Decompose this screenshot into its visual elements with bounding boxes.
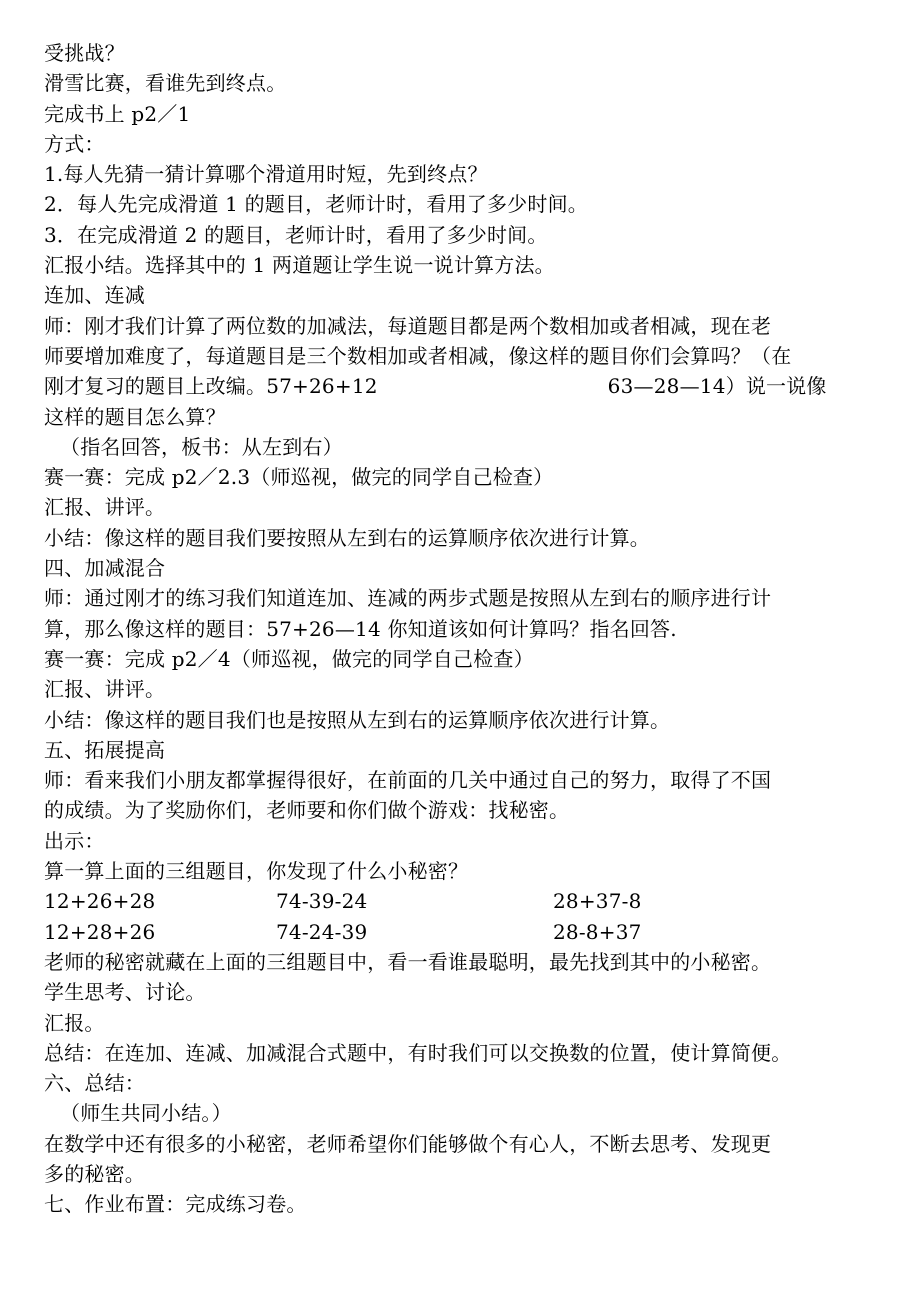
text-line: 赛一赛：完成 p2／2.3（师巡视，做完的同学自己检查） (44, 465, 554, 490)
text-line: 总结：在连加、连减、加减混合式题中，有时我们可以交换数的位置，使计算简便。 (44, 1040, 792, 1065)
text-line: 3．在完成滑道 2 的题目，老师计时，看用了多少时间。 (44, 222, 548, 247)
expression: 12+28+26 (44, 919, 156, 944)
section-heading: 连加、连减 (44, 283, 145, 308)
text-segment: 63—28—14）说一说像 (607, 374, 827, 399)
text-line: （指名回答，板书：从左到右） (60, 434, 343, 459)
expression-row (44, 917, 894, 947)
text-line: 小结：像这样的题目我们也是按照从左到右的运算顺序依次进行计算。 (44, 707, 671, 732)
text-line: 这样的题目怎么算？ (44, 404, 226, 429)
text-line: 算，那么像这样的题目：57+26—14 你知道该如何计算吗？指名回答. (44, 616, 677, 641)
text-line: 方式： (44, 131, 105, 156)
text-line: 多的秘密。 (44, 1161, 145, 1186)
text-line: 汇报、讲评。 (44, 495, 166, 520)
expression: 28+37-8 (553, 889, 642, 914)
text-line: 出示： (44, 828, 105, 853)
text-line: 老师的秘密就藏在上面的三组题目中，看一看谁最聪明，最先找到其中的小秘密。 (44, 949, 772, 974)
section-heading: 四、加减混合 (44, 556, 166, 581)
text-line: 师：看来我们小朋友都掌握得很好，在前面的几关中通过自己的努力，取得了不国 (44, 768, 772, 793)
text-segment: 刚才复习的题目上改编。57+26+12 (44, 374, 378, 399)
text-line: 师：通过刚才的练习我们知道连加、连减的两步式题是按照从左到右的顺序进行计 (44, 586, 772, 611)
text-line: 2．每人先完成滑道 1 的题目，老师计时，看用了多少时间。 (44, 192, 588, 217)
text-line: 学生思考、讨论。 (44, 980, 206, 1005)
text-line: 1.每人先猜一猜计算哪个滑道用时短，先到终点？ (44, 162, 488, 187)
text-line: 的成绩。为了奖励你们，老师要和你们做个游戏：找秘密。 (44, 798, 570, 823)
text-line: 汇报小结。选择其中的 1 两道题让学生说一说计算方法。 (44, 253, 555, 278)
text-line (44, 371, 894, 401)
expression: 28-8+37 (553, 919, 642, 944)
text-line: 算一算上面的三组题目，你发现了什么小秘密？ (44, 859, 469, 884)
text-line: 小结：像这样的题目我们要按照从左到右的运算顺序依次进行计算。 (44, 525, 650, 550)
section-heading: 五、拓展提高 (44, 737, 166, 762)
expression: 74-24-39 (276, 919, 368, 944)
text-line: 在数学中还有很多的小秘密，老师希望你们能够做个有心人，不断去思考、发现更 (44, 1131, 772, 1156)
text-line: 师：刚才我们计算了两位数的加减法，每道题目都是两个数相加或者相减，现在老 (44, 313, 772, 338)
text-line: 汇报、讲评。 (44, 677, 166, 702)
expression-row (44, 886, 894, 916)
expression: 74-39-24 (276, 889, 368, 914)
text-line: （师生共同小结。） (60, 1101, 232, 1126)
text-line: 赛一赛：完成 p2／4（师巡视，做完的同学自己检查） (44, 646, 534, 671)
text-line: 汇报。 (44, 1010, 105, 1035)
section-heading: 六、总结： (44, 1071, 145, 1096)
text-line: 完成书上 p2／1 (44, 101, 191, 126)
text-line: 滑雪比赛，看谁先到终点。 (44, 71, 287, 96)
document-page (44, 38, 894, 1220)
text-line: 师要增加难度了，每道题目是三个数相加或者相减，像这样的题目你们会算吗？（在 (44, 343, 792, 368)
section-heading: 七、作业布置：完成练习卷。 (44, 1192, 307, 1217)
expression: 12+26+28 (44, 889, 156, 914)
text-line: 受挑战？ (44, 41, 125, 65)
